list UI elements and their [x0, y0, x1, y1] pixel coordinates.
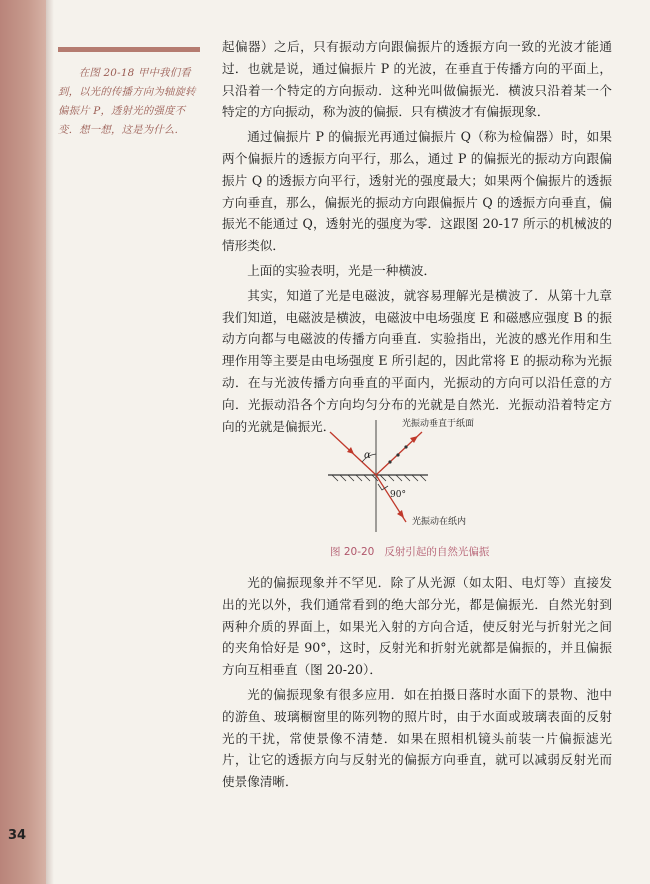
book-spine: [0, 0, 46, 884]
reflection-polarization-figure: [318, 410, 518, 540]
figure-title: 反射引起的自然光偏振: [384, 546, 490, 558]
paragraph: 光的偏振现象有很多应用．如在拍摄日落时水面下的景物、池中的游鱼、玻璃橱窗里的陈列物的照片时，由于水面或玻璃表面的反射光的干扰，常使景像不清楚．如果在照相机镜头前装一片偏振滤光片，让它的透振方向与反射光的偏振方向垂直，就可以减弱反射光而使景像清晰．: [222, 686, 612, 790]
figure-caption: [330, 544, 499, 559]
spine-shadow: [46, 0, 54, 884]
body-text-top: [222, 36, 612, 440]
reflected-label: 光振动垂直于纸面: [402, 419, 475, 429]
paragraph: 其实，知道了光是电磁波，就容易理解光是横波了．从第十九章我们知道，电磁波是横波，电磁波中电场强度 E 和磁感应强度 B 的振动方向都与电磁波的传播方向垂直．实验指出，光波的感光作用和生理作用等主要是由电场强度 E 所引起的，因此常将 E 的振动称为光振动．在与光波传播方向垂直的平面内，光振动的方向可以沿任意的方向．光振动沿各个方向均匀分布的光就是自然光．光振动沿着特定方向的光就是偏振光．: [222, 287, 612, 434]
body-text-bottom: [222, 572, 612, 796]
angle-label: 90°: [390, 490, 406, 500]
margin-note: 在图 20-18 甲中我们看到，以光的传播方向为轴旋转偏振片 P，透射光的强度不变．想一想，这是为什么．: [58, 67, 196, 136]
page-number: 34: [8, 828, 27, 843]
margin-rule: [58, 47, 200, 52]
paragraph: 通过偏振片 P 的偏振光再通过偏振片 Q（称为检偏器）时，如果两个偏振片的透振方向平行，那么，通过 P 的偏振光的振动方向跟偏振片 Q 的透振方向平行，透射光的强度最大；如果两个偏振片的透振方向垂直，那么，偏振光的振动方向跟偏振片 Q 的透振方向垂直，偏振光不能通过 Q，透射光的强度为零．这跟图 20-17 所示的机械波的情形类似．: [222, 129, 612, 254]
figure-number: 图 20-20: [330, 546, 375, 558]
refracted-label: 光振动在纸内: [412, 517, 467, 527]
paragraph: 起偏器）之后，只有振动方向跟偏振片的透振方向一致的光波才能通过．也就是说，通过偏振片 P 的光波，在垂直于传播方向的平面上，只沿着一个特定的方向振动．这种光叫做偏振光．横波只沿着某一个特定的方向振动，称为波的偏振．只有横波才有偏振现象．: [222, 39, 612, 120]
refracted-arrow: [397, 510, 404, 518]
alpha-label: α: [364, 450, 371, 461]
paragraph: 光的偏振现象并不罕见．除了从光源（如太阳、电灯等）直接发出的光以外，我们通常看到的绝大部分光，都是偏振光．自然光射到两种介质的界面上，如果光入射的方向合适，使反射光与折射光之间的夹角恰好是 90°，这时，反射光和折射光就都是偏振的，并且偏振方向互相垂直（图 20-20）．: [222, 575, 612, 678]
paragraph: 上面的实验表明，光是一种横波．: [247, 262, 437, 278]
